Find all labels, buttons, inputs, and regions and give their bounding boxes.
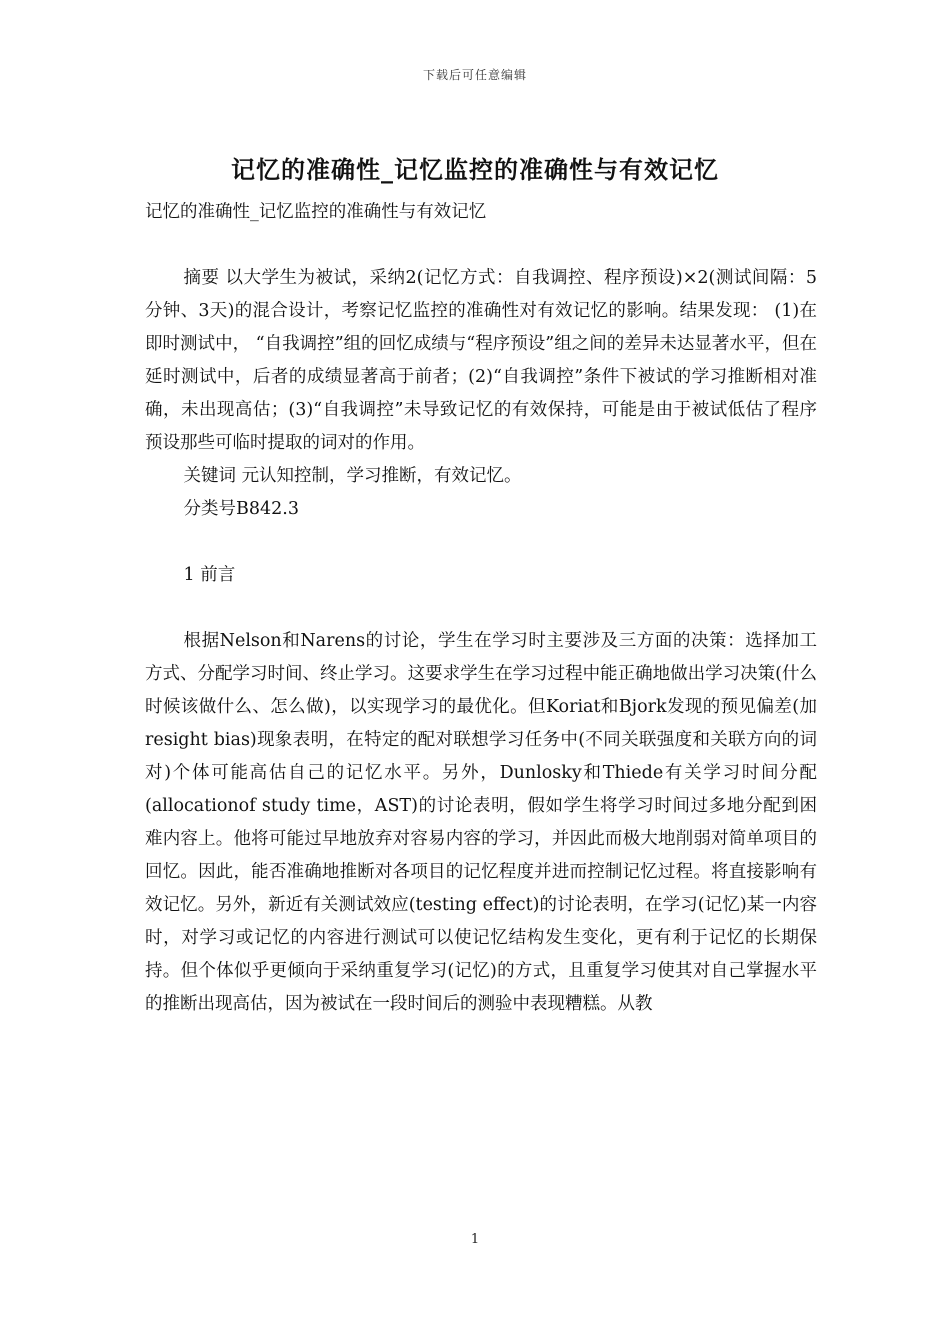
header-note: 下载后可任意编辑 (422, 68, 527, 82)
document-subtitle: 记忆的准确性_记忆监控的准确性与有效记忆 (145, 202, 487, 222)
body-paragraph: 根据Nelson和Narens的讨论，学生在学习时主要涉及三方面的决策：选择加工方式、分配学习时间、终止学习。这要求学生在学习过程中能正确地做出学习决策(什么时候该做什么、怎么做)，以实现学习的最优化。但Koriat和Bjork发现的预见偏差(加resight bias)现象表明，在特定的配对联想学习任务中(不同关联强度和关联方向的词对)个体可能高估自己的记忆水平。另外，Dunlosky和Thiede有关学习时间分配(allocationof study time，AST)的讨论表明，假如学生将学习时间过多地分配到困难内容上。他将可能过早地放弃对容易内容的学习，并因此而极大地削弱对简单项目的回忆。因此，能否准确地推断对各项目的记忆程度并进而控制记忆过程。将直接影响有效记忆。另外，新近有关测试效应(testing effect)的讨论表明，在学习(记忆)某一内容时，对学习或记忆的内容进行测试可以使记忆结构发生变化，更有利于记忆的长期保持。但个体似乎更倾向于采纳重复学习(记忆)的方式，且重复学习使其对自己掌握水平的推断出现高估，因为被试在一段时间后的测验中表现糟糕。从教 (145, 631, 817, 1014)
section-heading: 1 前言 (183, 565, 236, 585)
spacer (145, 229, 817, 262)
document-title: 记忆的准确性_记忆监控的准确性与有效记忆 (231, 155, 719, 184)
page-number: 1 (470, 1232, 480, 1247)
abstract-paragraph: 摘要 以大学生为被试，采纳2(记忆方式：自我调控、程序预设)×2(测试间隔：5分钟、3天)的混合设计，考察记忆监控的准确性对有效记忆的影响。结果发现： (1)在即时测试中， “自我调控”组的回忆成绩与“程序预设”组之间的差异未达显著水平，但在延时测试中，后者的成绩显著高于前者；(2)“自我调控”条件下被试的学习推断相对准确，未出现高估；(3)“自我调控”未导致记忆的有效保持，可能是由于被试低估了程序预设那些可临时提取的词对的作用。 (145, 268, 817, 453)
classification-line: 分类号B842.3 (183, 499, 299, 519)
document-body (145, 196, 817, 1021)
spacer (145, 592, 817, 625)
keywords-line: 关键词 元认知控制，学习推断，有效记忆。 (183, 466, 522, 486)
spacer (145, 526, 817, 559)
